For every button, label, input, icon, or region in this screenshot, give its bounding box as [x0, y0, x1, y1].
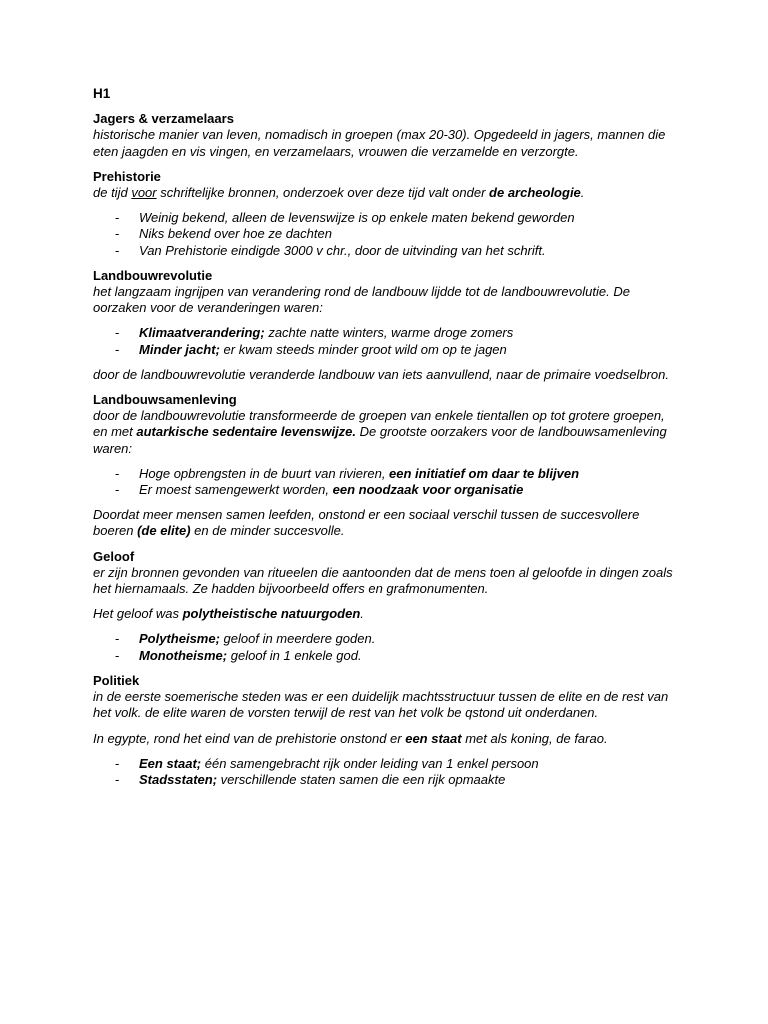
paragraph-jagers: historische manier van leven, nomadisch in groepen (max 20-30). Opgedeeld in jagers, mannen die eten jaagden en vis vingen, en verzamelaars, vrouwen die verzamelde en verzorgte.: [93, 127, 666, 159]
list-item-text: er kwam steeds minder groot wild om op te jagen: [219, 341, 507, 357]
bold-text: Klimaatverandering;: [139, 325, 265, 341]
list-item: [93, 756, 678, 772]
list-item-text: Er moest samengewerkt worden,: [139, 482, 333, 498]
document-page: [93, 86, 678, 797]
paragraph-politiek: in de eerste soemerische steden was er een duidelijk machtsstructuur tussen de elite en de rest van het volk. de elite waren de vorsten terwijl de rest van het volk be qstond uit onderdanen.: [93, 689, 669, 721]
bold-text: (de elite): [137, 523, 191, 539]
text-span: door de landbouwrevolutie transformeerde de groepen van enkele tientallen op tot grotere groepen, en met: [93, 408, 665, 440]
text-span: en de minder succesvolle.: [190, 523, 345, 539]
list-item-text: zachte natte winters, warme droge zomers: [264, 325, 514, 341]
list-item-text: geloof in 1 enkele god.: [227, 647, 362, 663]
list-item: [93, 648, 678, 664]
bold-text: een noodzaak voor organisatie: [332, 482, 524, 498]
dash-bullet: -: [115, 465, 120, 481]
bullet-list-landbouwsamenleving: [93, 466, 678, 498]
bullet-list-geloof: [93, 631, 678, 663]
paragraph-landbouwsamenleving: [93, 408, 678, 457]
bold-text: polytheistische natuurgoden: [182, 606, 361, 622]
dash-bullet: -: [115, 341, 120, 357]
section-politiek: [93, 673, 678, 788]
dash-bullet: -: [115, 482, 120, 498]
dash-bullet: -: [115, 755, 120, 771]
paragraph-prehistorie: [93, 185, 678, 201]
bullet-list-prehistorie: [93, 210, 678, 259]
bullet-list-politiek: [93, 756, 678, 788]
section-jagers: [93, 111, 678, 160]
list-item-text: Weinig bekend, alleen de levenswijze is op enkele maten bekend geworden: [139, 210, 575, 226]
text-span: de tijd: [93, 185, 132, 201]
bold-text: een staat: [405, 730, 462, 746]
text-span: met als koning, de farao.: [461, 730, 608, 746]
list-item: [93, 482, 678, 498]
bold-text: Stadsstaten;: [139, 771, 218, 787]
list-item-text: verschillende staten samen die een rijk opmaakte: [217, 771, 506, 787]
list-item-text: geloof in meerdere goden.: [219, 631, 376, 647]
text-span: De grootste oorzakers voor de landbouwsamenleving waren:: [93, 424, 667, 456]
section-geloof: [93, 549, 678, 664]
dash-bullet: -: [115, 647, 120, 663]
bold-text: een initiatief om daar te blijven: [389, 465, 580, 481]
section-title-politiek: Politiek: [93, 672, 140, 688]
list-item: [93, 210, 678, 226]
dash-bullet: -: [115, 771, 120, 787]
bold-text: Een staat;: [139, 755, 202, 771]
dash-bullet: -: [115, 210, 120, 226]
paragraph-landbouwrevolutie: het langzaam ingrijpen van verandering rond de landbouw lijdde tot de landbouwrevolutie. De oorzaken voor de veranderingen waren:: [93, 284, 630, 316]
bold-text: Minder jacht;: [139, 341, 220, 357]
section-title-geloof: Geloof: [93, 548, 135, 564]
text-span: In egypte, rond het eind van de prehistorie onstond er: [93, 730, 406, 746]
list-item: [93, 631, 678, 647]
paragraph-geloof-line: [93, 606, 678, 622]
section-title-prehistorie: Prehistorie: [93, 168, 161, 184]
paragraph-geloof: er zijn bronnen gevonden van ritueelen die aantoonden dat de mens toen al geloofde in dingen zoals het hiernamaals. Ze hadden bijvoorbeeld offers en grafmonumenten.: [93, 564, 673, 597]
list-item-text: Niks bekend over hoe ze dachten: [139, 226, 332, 242]
bold-text: Monotheisme;: [139, 647, 228, 663]
document-heading: H1: [93, 86, 111, 101]
dash-bullet: -: [115, 631, 120, 647]
bold-text: Polytheisme;: [139, 631, 220, 647]
text-span: .: [580, 185, 585, 201]
section-landbouwsamenleving: [93, 392, 678, 540]
bullet-list-landbouwrevolutie: [93, 325, 678, 357]
list-item-text: Van Prehistorie eindigde 3000 v chr., door de uitvinding van het schrift.: [139, 242, 546, 258]
text-span: schriftelijke bronnen, onderzoek over deze tijd valt onder: [156, 185, 490, 201]
list-item: [93, 342, 678, 358]
list-item: [93, 325, 678, 341]
section-title-landbouwsamenleving: Landbouwsamenleving: [93, 392, 237, 408]
list-item: [93, 226, 678, 242]
section-title-landbouwrevolutie: Landbouwrevolutie: [93, 267, 213, 283]
section-landbouwrevolutie: [93, 268, 678, 383]
paragraph-landbouwsamenleving-after: [93, 507, 678, 539]
dash-bullet: -: [115, 242, 120, 258]
section-title-jagers: Jagers & verzamelaars: [93, 111, 234, 127]
text-span: Het geloof was: [93, 606, 183, 622]
text-span: Doordat meer mensen samen leefden, onstond er een sociaal verschil tussen de succesvollere boeren: [93, 507, 640, 539]
bold-text: de archeologie: [489, 185, 581, 201]
underlined-text: voor: [131, 185, 157, 201]
list-item-text: Hoge opbrengsten in de buurt van rivieren,: [139, 465, 390, 481]
list-item: [93, 466, 678, 482]
bold-text: autarkische sedentaire levenswijze.: [136, 424, 357, 440]
dash-bullet: -: [115, 226, 120, 242]
paragraph-landbouwrevolutie-after: door de landbouwrevolutie veranderde landbouw van iets aanvullend, naar de primaire voedselbron.: [93, 366, 669, 382]
list-item: [93, 772, 678, 788]
dash-bullet: -: [115, 325, 120, 341]
paragraph-politiek-line: [93, 731, 678, 747]
text-span: .: [360, 606, 364, 622]
section-prehistorie: [93, 169, 678, 259]
list-item-text: één samengebracht rijk onder leiding van 1 enkel persoon: [201, 755, 539, 771]
list-item: [93, 243, 678, 259]
